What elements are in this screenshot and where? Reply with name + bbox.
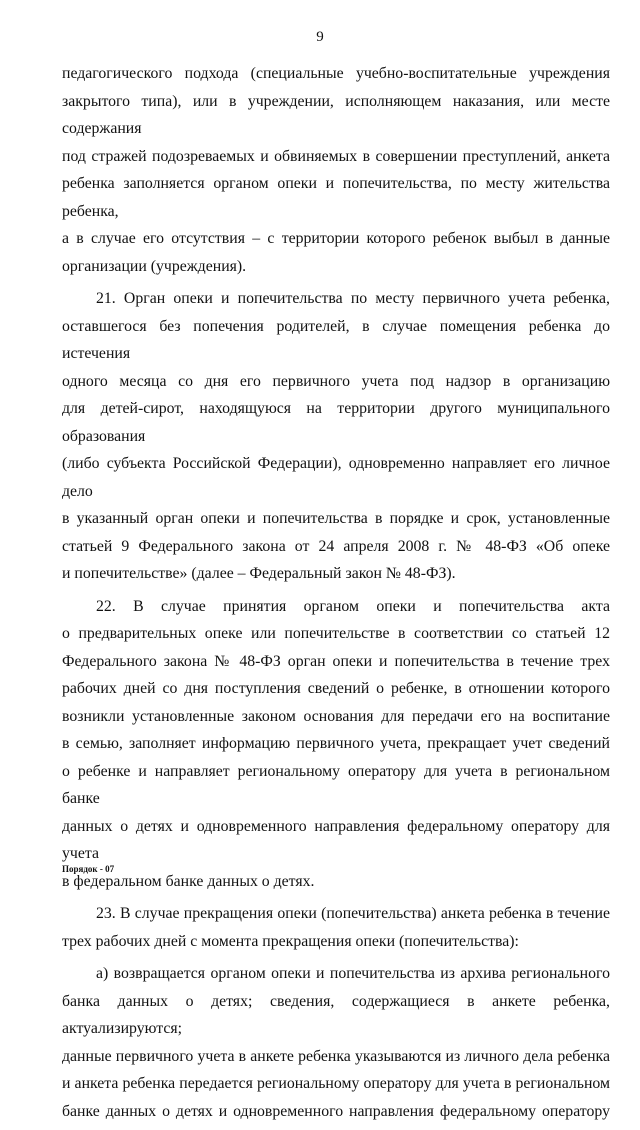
text-line: банка данных о детях; сведения, содержащиеся в анкете ребенка, актуализируются;	[62, 992, 610, 1037]
text-line: закрытого типа), или в учреждении, исполняющем наказания, или месте содержания	[62, 92, 610, 137]
paragraph-23	[62, 900, 610, 955]
footer-document-code: Порядок - 07	[62, 864, 115, 874]
text-line: статьей 9 Федерального закона от 24 апреля 2008 г. № 48-ФЗ «Об опеке	[62, 537, 610, 555]
text-line: рабочих дней со дня поступления сведений о ребенке, в отношении которого	[62, 680, 610, 697]
text-line: 21. Орган опеки и попечительства по месту первичного учета ребенка,	[96, 290, 610, 307]
paragraph-21	[62, 285, 610, 588]
text-line: (либо субъекта Российской Федерации), одновременно направляет его личное дело	[62, 455, 610, 500]
paragraph-22	[62, 593, 610, 896]
text-line: возникли установленные законом основания для передачи его на воспитание	[62, 707, 610, 725]
text-line: организации (учреждения).	[62, 257, 247, 275]
text-line: о ребенке и направляет региональному оператору для учета в региональном банке	[62, 762, 610, 807]
document-body	[62, 60, 610, 1130]
text-line: педагогического подхода (специальные учебно-воспитательные учреждения	[62, 65, 610, 82]
page-number: 9	[316, 29, 324, 45]
text-line: о предварительных опеке или попечительстве в соответствии со статьей 12	[62, 625, 610, 642]
paragraph-23-item-a	[62, 960, 610, 1125]
text-line: 23. В случае прекращения опеки (попечительства) анкета ребенка в течение	[96, 905, 610, 922]
text-line: 22. В случае принятия органом опеки и попечительства акта	[96, 597, 610, 615]
text-line: а) возвращается органом опеки и попечительства из архива регионального	[96, 965, 610, 982]
text-line: для детей-сирот, находящуюся на территории другого муниципального образования	[62, 400, 610, 445]
text-line: ребенка заполняется органом опеки и попечительства, по месту жительства ребенка,	[62, 175, 610, 220]
text-line: трех рабочих дней с момента прекращения опеки (попечительства):	[62, 932, 519, 950]
text-line: в семью, заполняет информацию первичного учета, прекращает учет сведений	[62, 735, 610, 752]
text-line: одного месяца со дня его первичного учета под надзор в организацию	[62, 372, 610, 390]
text-line: и попечительстве» (далее – Федеральный закон № 48-ФЗ).	[62, 565, 456, 582]
text-line: и анкета ребенка передается региональному оператору для учета в региональном	[62, 1075, 610, 1092]
text-line: в федеральном банке данных о детях.	[62, 872, 315, 890]
text-line: банке данных о детях и одновременного направления федеральному оператору	[62, 1102, 610, 1120]
text-line: а в случае его отсутствия – с территории которого ребенок выбыл в данные	[62, 230, 610, 247]
paragraph-continuation	[62, 60, 610, 280]
text-line: данных о детях и одновременного направления федеральному оператору для учета	[62, 817, 610, 862]
text-line: данные первичного учета в анкете ребенка указываются из личного дела ребенка	[62, 1047, 610, 1065]
text-line: Федерального закона № 48-ФЗ орган опеки и попечительства в течение трех	[62, 652, 610, 670]
text-line: в указанный орган опеки и попечительства в порядке и срок, установленные	[62, 510, 610, 527]
text-line: оставшегося без попечения родителей, в случае помещения ребенка до истечения	[62, 317, 610, 362]
text-line: под стражей подозреваемых и обвиняемых в совершении преступлений, анкета	[62, 147, 610, 165]
